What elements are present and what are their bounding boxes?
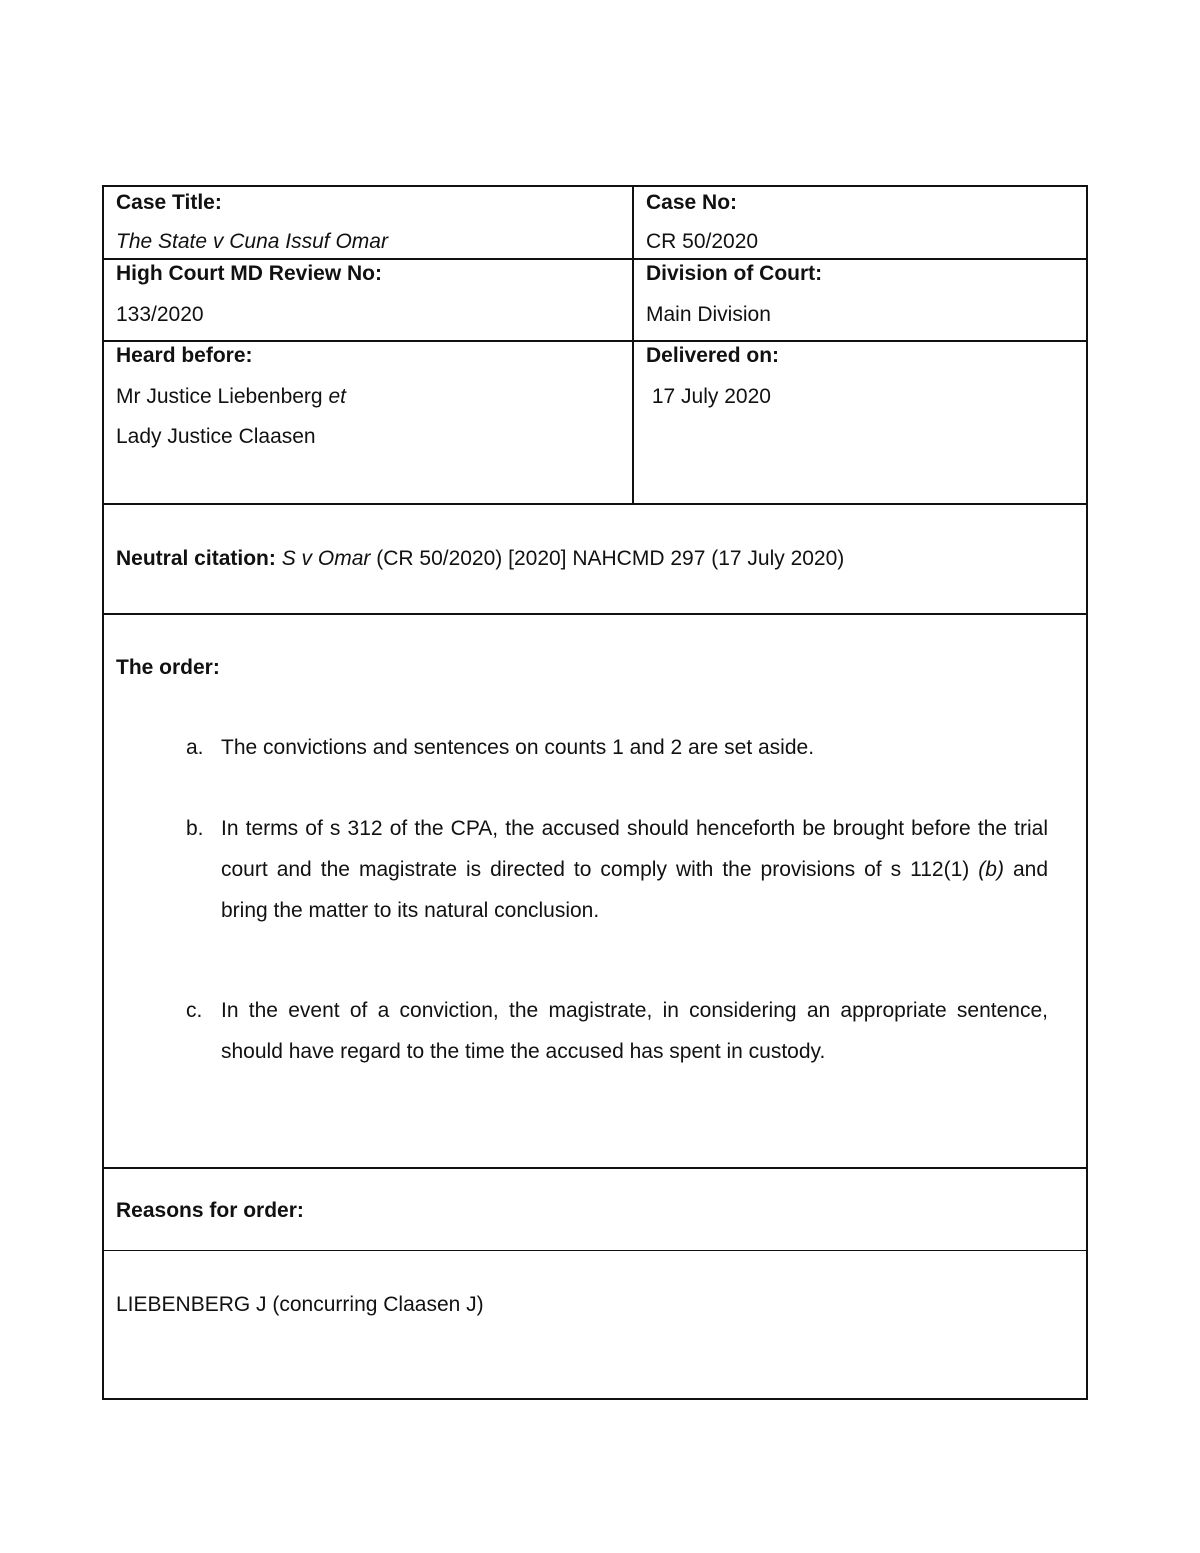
reasons-label: Reasons for order: [116, 1199, 304, 1222]
order-item-b-text-italic: (b) [978, 858, 1004, 881]
case-title-label: Case Title: [116, 191, 222, 214]
row-neutral-citation [104, 503, 1086, 615]
judge-line: LIEBENBERG J (concurring Claasen J) [116, 1293, 484, 1316]
case-no-label: Case No: [646, 191, 738, 214]
order-label: The order: [116, 656, 220, 679]
citation-reference: (CR 50/2020) [2020] NAHCMD 297 (17 July 2020) [370, 547, 845, 570]
row-review-no [104, 258, 1086, 342]
division-label: Division of Court: [646, 262, 823, 285]
row-heard-before [104, 340, 1086, 505]
cell-heard-before [104, 340, 634, 503]
cell-delivered-on [634, 340, 1086, 503]
division-value: Main Division [646, 303, 771, 326]
order-item-marker: b. [186, 817, 204, 840]
row-order [104, 613, 1086, 1169]
cell-division [634, 258, 1086, 340]
delivered-value: 17 July 2020 [646, 385, 771, 408]
heard-before-line1: Mr Justice Liebenberg [116, 385, 329, 408]
citation-case-name: S v Omar [281, 547, 371, 570]
heard-before-et: et [328, 385, 346, 408]
order-item-marker: c. [186, 999, 203, 1022]
order-item-b-text-after: and bring the matter to its natural conclusion. [221, 858, 1049, 922]
review-no-value: 133/2020 [116, 303, 204, 326]
row-reasons-label [104, 1167, 1086, 1251]
order-item-text [221, 808, 1048, 931]
case-cover-table [102, 185, 1088, 1400]
delivered-label: Delivered on: [646, 344, 780, 367]
cell-case-no [634, 187, 1086, 258]
order-item-text: The convictions and sentences on counts 1 and 2 are set aside. [221, 736, 815, 759]
review-no-label: High Court MD Review No: [116, 262, 382, 285]
case-title-value: The State v Cuna Issuf Omar [116, 230, 388, 253]
row-judge [104, 1250, 1086, 1398]
neutral-citation [116, 547, 844, 571]
order-item-marker: a. [186, 736, 204, 759]
heard-before-label: Heard before: [116, 344, 253, 367]
cell-case-title [104, 187, 634, 258]
case-no-value: CR 50/2020 [646, 230, 759, 253]
order-item-c [186, 990, 1048, 1072]
citation-label: Neutral citation: [116, 547, 276, 570]
heard-before-judge-2: Lady Justice Claasen [116, 425, 316, 448]
order-item-text: In the event of a conviction, the magistrate, in considering an appropriate sentence, should have regard to the time the accused has spent in custody. [221, 999, 1048, 1063]
order-item-b [186, 808, 1048, 931]
order-item-a [186, 727, 1048, 768]
order-item-b-text-before: In terms of s 312 of the CPA, the accused should henceforth be brought before the trial court and the magistrate is directed to comply with the provisions of s 112(1) [221, 817, 1048, 881]
cell-review-no [104, 258, 634, 340]
row-case-title [104, 187, 1086, 260]
heard-before-judge-1 [116, 385, 346, 409]
